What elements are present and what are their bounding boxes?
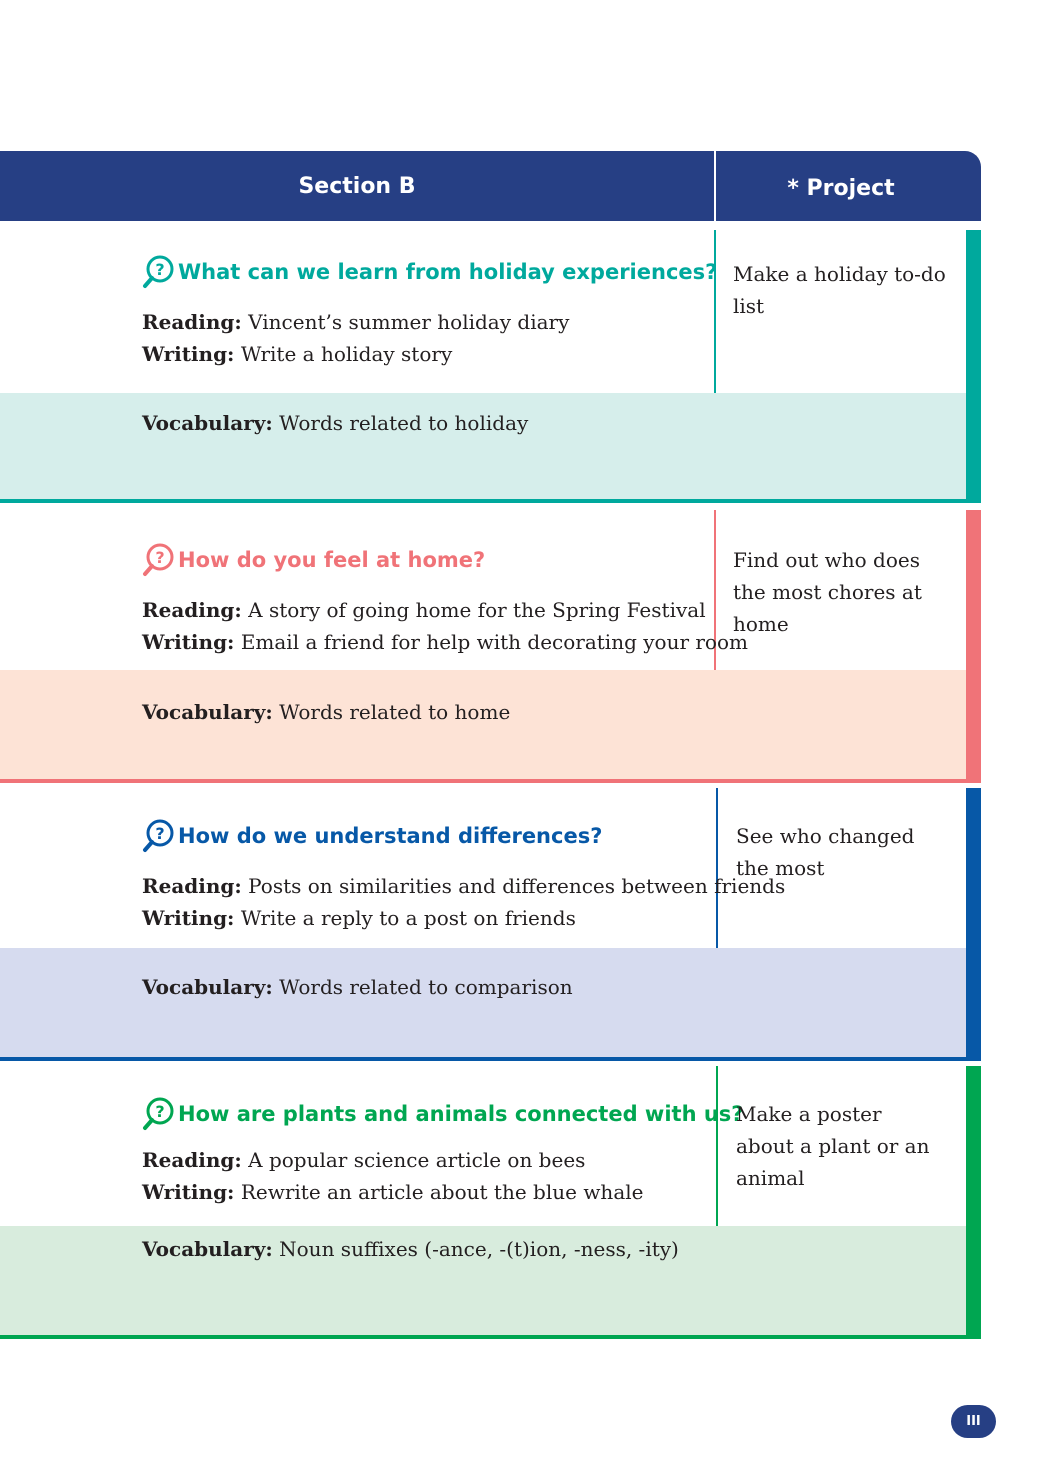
- project-text: Make a holiday to-do list: [733, 262, 946, 318]
- reading-line: [142, 310, 569, 334]
- svg-text:?: ?: [155, 824, 165, 843]
- section-b-heading: Section B: [298, 173, 416, 199]
- unit-color-bar: [966, 1066, 981, 1339]
- unit-bottom-line: [0, 779, 981, 783]
- reading-line: [142, 598, 706, 622]
- writing-text: Write a reply to a post on friends: [240, 906, 576, 930]
- unit-question: [142, 542, 485, 578]
- unit-color-bar: [966, 510, 981, 783]
- vocabulary-line: [142, 411, 528, 435]
- writing-line: [142, 630, 748, 654]
- unit-color-bar: [966, 788, 981, 1061]
- vocabulary-label: Vocabulary:: [142, 1237, 273, 1261]
- vocabulary-label: Vocabulary:: [142, 700, 273, 724]
- writing-label: Writing:: [142, 1180, 235, 1204]
- vocabulary-text: Words related to comparison: [279, 975, 573, 999]
- question-text: How do we understand differences?: [178, 824, 603, 848]
- vocabulary-text: Words related to home: [279, 700, 511, 724]
- writing-line: [142, 342, 452, 366]
- writing-text: Email a friend for help with decorating your room: [240, 630, 748, 654]
- reading-text: Vincent’s summer holiday diary: [248, 310, 570, 334]
- reading-label: Reading:: [142, 1148, 242, 1172]
- unit-question: [142, 1096, 743, 1132]
- svg-text:?: ?: [155, 1102, 165, 1121]
- unit-question: [142, 818, 602, 854]
- writing-text: Rewrite an article about the blue whale: [240, 1180, 644, 1204]
- writing-label: Writing:: [142, 906, 235, 930]
- unit-row-4: [0, 1066, 981, 1339]
- project-divider: [716, 1066, 718, 1226]
- writing-line: [142, 906, 576, 930]
- question-text: What can we learn from holiday experiences?: [178, 260, 718, 284]
- unit-question: [142, 254, 717, 290]
- writing-label: Writing:: [142, 342, 235, 366]
- vocabulary-text: Words related to holiday: [279, 411, 529, 435]
- vocab-band: [0, 393, 966, 499]
- reading-label: Reading:: [142, 874, 242, 898]
- vocabulary-line: [142, 975, 573, 999]
- writing-line: [142, 1180, 643, 1204]
- writing-label: Writing:: [142, 630, 235, 654]
- project-text: See who changed the most: [736, 824, 915, 880]
- unit-row-2: [0, 510, 981, 783]
- reading-text: A story of going home for the Spring Festival: [248, 598, 706, 622]
- unit-bottom-line: [0, 1335, 981, 1339]
- project-divider: [716, 788, 718, 948]
- vocab-band: [0, 670, 966, 779]
- question-text: How do you feel at home?: [178, 548, 486, 572]
- question-magnifier-icon: [142, 818, 176, 854]
- writing-text: Write a holiday story: [240, 342, 453, 366]
- vocabulary-line: [142, 1237, 679, 1261]
- svg-text:?: ?: [155, 548, 165, 567]
- svg-text:?: ?: [155, 260, 165, 279]
- project-heading: * Project: [787, 175, 895, 201]
- question-magnifier-icon: [142, 254, 176, 290]
- project-text: Make a poster about a plant or an animal: [736, 1102, 930, 1190]
- question-text: How are plants and animals connected with us?: [178, 1102, 744, 1126]
- unit-row-1: [0, 230, 981, 503]
- reading-text: A popular science article on bees: [248, 1148, 586, 1172]
- reading-label: Reading:: [142, 310, 242, 334]
- reading-label: Reading:: [142, 598, 242, 622]
- reading-line: [142, 1148, 585, 1172]
- unit-bottom-line: [0, 1057, 981, 1061]
- reading-text: Posts on similarities and differences between friends: [248, 874, 786, 898]
- page-number-badge: III: [951, 1405, 996, 1438]
- question-magnifier-icon: [142, 1096, 176, 1132]
- vocab-band: [0, 948, 966, 1057]
- question-magnifier-icon: [142, 542, 176, 578]
- unit-bottom-line: [0, 499, 981, 503]
- vocabulary-label: Vocabulary:: [142, 411, 273, 435]
- vocabulary-line: [142, 700, 510, 724]
- reading-line: [142, 874, 785, 898]
- unit-color-bar: [966, 230, 981, 503]
- vocabulary-label: Vocabulary:: [142, 975, 273, 999]
- table-header: [0, 151, 981, 221]
- vocabulary-text: Noun suffixes (-ance, -(t)ion, -ness, -ity): [279, 1237, 679, 1261]
- project-text: Find out who does the most chores at home: [733, 548, 922, 636]
- unit-row-3: [0, 788, 981, 1061]
